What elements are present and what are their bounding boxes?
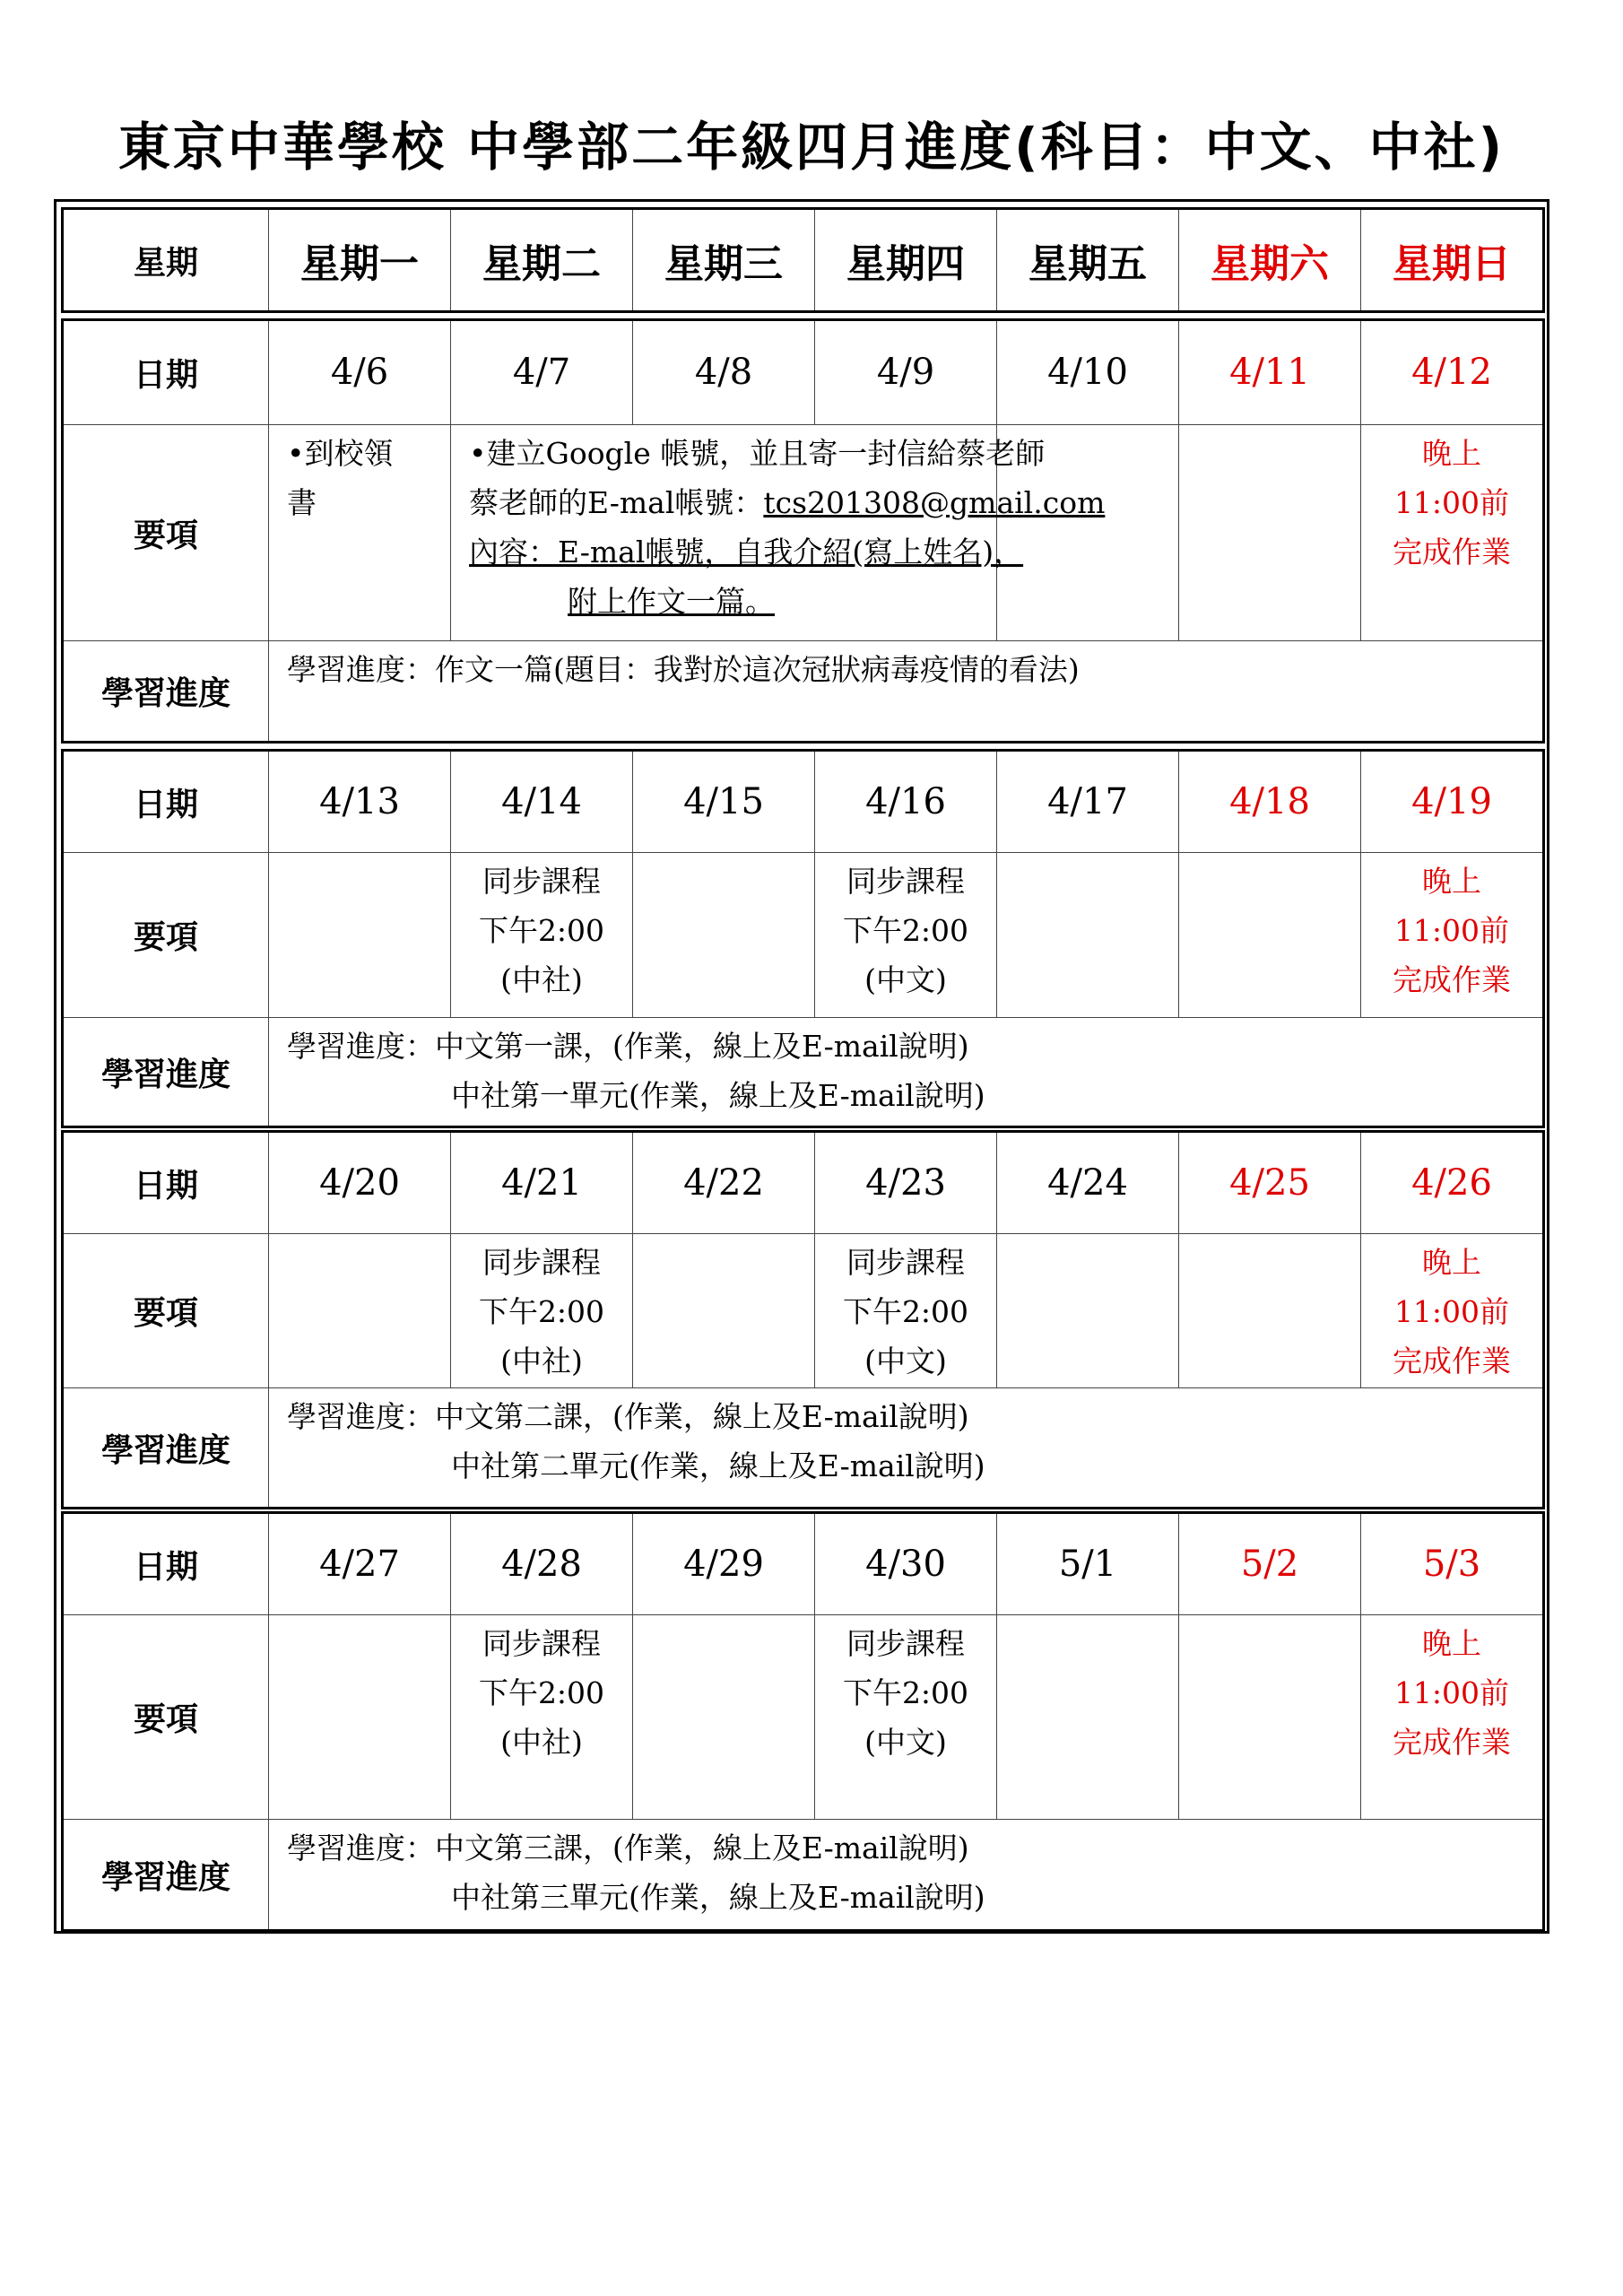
day-friday: 星期五: [997, 209, 1179, 312]
date-cell: 4/7: [451, 320, 633, 425]
note-monday: [269, 1615, 451, 1820]
date-cell-sunday: 4/26: [1361, 1132, 1544, 1234]
email-address-link[interactable]: tcs201308@gmail.com: [763, 484, 1106, 520]
day-sunday: 星期日: [1361, 209, 1544, 312]
note-friday: [997, 853, 1179, 1018]
note-line: 內容：E-mal帳號，自我介紹(寫上姓名)，: [469, 534, 1024, 570]
date-label: 日期: [63, 320, 269, 425]
note-line: •建立Google 帳號，並且寄一封信給蔡老師: [469, 435, 1046, 471]
note-line: 同步課程: [846, 864, 965, 899]
week-2-items-row: [63, 853, 1544, 1018]
date-cell: 4/23: [815, 1132, 997, 1234]
week-2-table: [61, 749, 1545, 1128]
note-line: 同步課程: [482, 864, 601, 899]
progress-label: 學習進度: [63, 1388, 269, 1509]
date-cell: 4/29: [633, 1513, 815, 1615]
progress-line: 學習進度：中文第二課，(作業，線上及E-mail說明): [287, 1399, 969, 1434]
note-line: 晚上: [1422, 1626, 1481, 1661]
date-cell: 4/17: [997, 751, 1179, 853]
progress-text: [269, 1820, 1544, 1931]
note-line: •到校領: [287, 435, 394, 471]
weekday-header-table: [61, 207, 1545, 313]
date-cell: 4/20: [269, 1132, 451, 1234]
note-line: 晚上: [1422, 864, 1481, 899]
note-monday: [269, 853, 451, 1018]
date-cell-sunday: 4/19: [1361, 751, 1544, 853]
week-2-date-row: [63, 751, 1544, 853]
week-3-table: [61, 1130, 1545, 1509]
date-cell: 4/30: [815, 1513, 997, 1615]
note-saturday: [1179, 1234, 1361, 1388]
week-1-table: [61, 318, 1545, 744]
progress-line: 學習進度：作文一篇(題目：我對於這次冠狀病毒疫情的看法): [287, 652, 1080, 688]
note-tuesday-thursday: [451, 424, 1106, 641]
date-cell: 4/14: [451, 751, 633, 853]
date-cell: 4/28: [451, 1513, 633, 1615]
items-label: 要項: [63, 424, 269, 641]
week-1-progress-row: [63, 641, 1544, 743]
note-sunday: [1361, 424, 1544, 641]
day-tuesday: 星期二: [451, 209, 633, 312]
note-line: 附上作文一篇。: [568, 583, 775, 619]
week-4-items-row: [63, 1615, 1544, 1820]
date-cell: 4/21: [451, 1132, 633, 1234]
progress-label: 學習進度: [63, 641, 269, 743]
note-wednesday: [633, 1615, 815, 1820]
note-sunday: [1361, 853, 1544, 1018]
note-sunday: [1361, 1615, 1544, 1820]
week-1-date-row: [63, 320, 1544, 425]
day-thursday: 星期四: [815, 209, 997, 312]
note-friday: [997, 1234, 1179, 1388]
date-cell: 4/24: [997, 1132, 1179, 1234]
week-3-date-row: [63, 1132, 1544, 1234]
date-cell: 4/9: [815, 320, 997, 425]
note-saturday: [1179, 1615, 1361, 1820]
date-cell-saturday: 4/25: [1179, 1132, 1361, 1234]
note-line: 下午2:00: [842, 913, 969, 948]
note-thursday: [815, 1234, 997, 1388]
note-friday: [997, 1615, 1179, 1820]
date-cell: 4/10: [997, 320, 1179, 425]
note-line: 11:00前: [1393, 1675, 1510, 1710]
note-line: 同步課程: [482, 1245, 601, 1280]
week-3-items-row: [63, 1234, 1544, 1388]
note-line: 完成作業: [1393, 962, 1511, 997]
day-monday: 星期一: [269, 209, 451, 312]
date-cell: 4/22: [633, 1132, 815, 1234]
email-label: 蔡老師的E-mal帳號：: [469, 484, 764, 520]
page-title: 東京中華學校 中學部二年級四月進度(科目：中文、中社): [117, 117, 1506, 178]
note-line: 11:00前: [1393, 1294, 1510, 1329]
note-line: (中社): [500, 962, 583, 997]
note-tuesday: [451, 853, 633, 1018]
date-cell-sunday: 4/12: [1361, 320, 1544, 425]
week-4-progress-row: [63, 1820, 1544, 1931]
note-line: 下午2:00: [478, 1294, 605, 1329]
progress-line: 中社第二單元(作業，線上及E-mail說明): [451, 1448, 985, 1483]
note-line: 同步課程: [482, 1626, 601, 1661]
note-line: (中社): [500, 1725, 583, 1760]
note-line: (中文): [864, 1725, 947, 1760]
weekday-label: 星期: [63, 209, 269, 312]
note-line: [469, 478, 1106, 527]
note-line: (中社): [500, 1344, 583, 1378]
note-thursday: [815, 1615, 997, 1820]
date-label: 日期: [63, 1513, 269, 1615]
note-saturday: [1179, 853, 1361, 1018]
day-wednesday: 星期三: [633, 209, 815, 312]
date-label: 日期: [63, 751, 269, 853]
note-line: 完成作業: [1393, 1344, 1511, 1378]
note-tuesday: [451, 1615, 633, 1820]
progress-label: 學習進度: [63, 1018, 269, 1127]
note-line: 下午2:00: [842, 1675, 969, 1710]
date-cell: 5/1: [997, 1513, 1179, 1615]
date-cell: 4/16: [815, 751, 997, 853]
note-line: 書: [287, 484, 317, 520]
date-cell-sunday: 5/3: [1361, 1513, 1544, 1615]
date-cell-saturday: 4/11: [1179, 320, 1361, 425]
note-thursday: [815, 853, 997, 1018]
note-wednesday: [633, 1234, 815, 1388]
items-label: 要項: [63, 1615, 269, 1820]
date-cell: 4/13: [269, 751, 451, 853]
note-line: 同步課程: [846, 1626, 965, 1661]
progress-line: 中社第三單元(作業，線上及E-mail說明): [451, 1880, 985, 1915]
note-line: 下午2:00: [478, 913, 605, 948]
note-line: 11:00前: [1393, 484, 1510, 520]
items-label: 要項: [63, 1234, 269, 1388]
note-line: (中文): [864, 962, 947, 997]
date-cell: 4/6: [269, 320, 451, 425]
week-2-progress-row: [63, 1018, 1544, 1127]
note-line: 晚上: [1422, 435, 1481, 471]
note-line: 11:00前: [1393, 913, 1510, 948]
week-3-progress-row: [63, 1388, 1544, 1509]
week-1-items-row: [63, 424, 1544, 641]
note-line: 下午2:00: [478, 1675, 605, 1710]
progress-line: 學習進度：中文第三課，(作業，線上及E-mail說明): [287, 1831, 969, 1866]
progress-text: [269, 1388, 1544, 1509]
week-4-date-row: [63, 1513, 1544, 1615]
progress-label: 學習進度: [63, 1820, 269, 1931]
date-cell-saturday: 4/18: [1179, 751, 1361, 853]
date-cell-saturday: 5/2: [1179, 1513, 1361, 1615]
date-label: 日期: [63, 1132, 269, 1234]
date-cell: 4/8: [633, 320, 815, 425]
note-line: 同步課程: [846, 1245, 965, 1280]
week-4-table: [61, 1511, 1545, 1932]
note-line: 晚上: [1422, 1245, 1481, 1280]
note-wednesday: [633, 853, 815, 1018]
note-line: 完成作業: [1393, 1725, 1511, 1760]
progress-line: 中社第一單元(作業，線上及E-mail說明): [451, 1078, 985, 1113]
note-saturday: [1179, 424, 1361, 641]
progress-line: 學習進度：中文第一課，(作業，線上及E-mail說明): [287, 1029, 969, 1064]
date-cell: 4/15: [633, 751, 815, 853]
items-label: 要項: [63, 853, 269, 1018]
note-tuesday: [451, 1234, 633, 1388]
note-line: 下午2:00: [842, 1294, 969, 1329]
date-cell: 4/27: [269, 1513, 451, 1615]
weekday-header-row: [63, 209, 1544, 312]
note-line: 完成作業: [1393, 534, 1511, 570]
note-monday: [269, 1234, 451, 1388]
progress-text: [269, 641, 1544, 743]
progress-text: [269, 1018, 1544, 1127]
day-saturday: 星期六: [1179, 209, 1361, 312]
note-line: (中文): [864, 1344, 947, 1378]
note-sunday: [1361, 1234, 1544, 1388]
note-monday: [269, 424, 451, 641]
